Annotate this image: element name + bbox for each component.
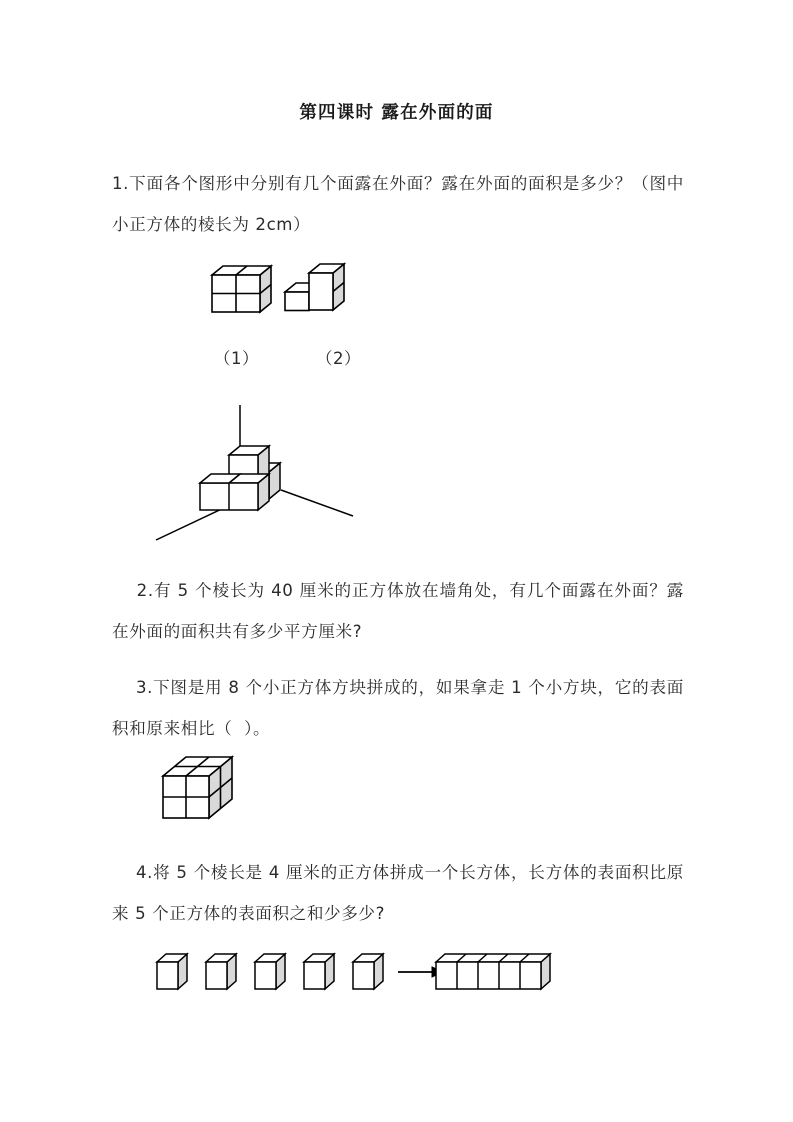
- question-2-text: 2.有 5 个棱长为 40 厘米的正方体放在墙角处，有几个面露在外面？露在外面的面积共有多少平方厘米?: [112, 581, 684, 641]
- floor-left-edge: [156, 506, 228, 540]
- figure-1-caption: （1）: [214, 349, 259, 368]
- question-3-text: 3.下图是用 8 个小正方体方块拼成的，如果拿走 1 个小方块，它的表面积和原来相比（ ）。: [112, 678, 684, 738]
- separate-cube: [255, 954, 285, 989]
- wall-corner-cubes-svg: [140, 398, 380, 543]
- cube-2x2x2-svg: [138, 752, 258, 837]
- page-title: 第四课时 露在外面的面: [299, 103, 494, 123]
- cube-figures-svg: [195, 255, 385, 340]
- question-1-text: 1.下面各个图形中分别有几个面露在外面？露在外面的面积是多少？（图中小正方体的棱长为 2cm）: [112, 174, 684, 234]
- cubes-and-arrow-svg: [145, 944, 565, 1004]
- separate-cube: [157, 954, 187, 989]
- separate-cube: [304, 954, 334, 989]
- question-4-text: 4.将 5 个棱长是 4 厘米的正方体拼成一个长方体，长方体的表面积比原来 5 个正方体的表面积之和少多少?: [112, 863, 684, 923]
- five-cubes-to-cuboid-figure: [145, 944, 565, 1004]
- joined-cuboid: [436, 954, 550, 989]
- floor-right-edge: [281, 490, 353, 516]
- eight-cube-stack-figure: [138, 752, 258, 837]
- separate-cube: [206, 954, 236, 989]
- corner-cubes-figure: [140, 398, 380, 543]
- figure-2-caption: （2）: [316, 349, 361, 368]
- separate-cube: [353, 954, 383, 989]
- question-1-figures: [195, 255, 385, 340]
